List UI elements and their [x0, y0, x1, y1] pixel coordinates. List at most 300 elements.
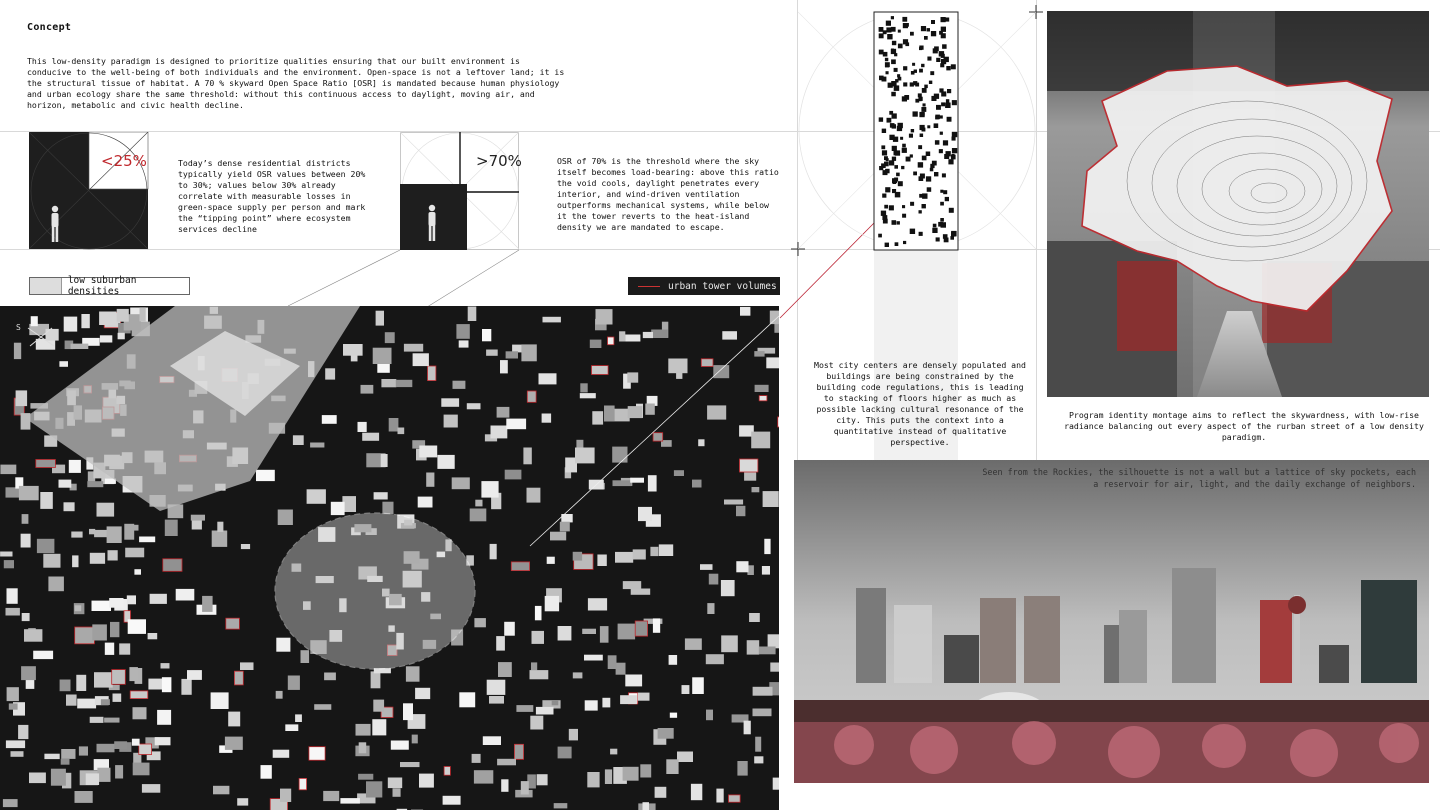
tower-void-cell — [891, 92, 896, 97]
city-block — [202, 596, 213, 612]
tower-void-cell — [883, 30, 887, 34]
city-block — [212, 531, 228, 547]
city-block — [543, 317, 561, 323]
city-block — [388, 778, 402, 789]
tower-void-cell — [886, 71, 889, 74]
city-block — [75, 605, 82, 611]
city-block — [324, 673, 336, 681]
city-block — [638, 507, 652, 521]
city-block — [11, 751, 24, 757]
tower-void-cell — [902, 205, 905, 208]
city-block — [706, 710, 713, 721]
city-block — [724, 500, 743, 505]
city-block — [389, 418, 399, 432]
city-block — [403, 703, 413, 720]
city-block — [552, 700, 559, 705]
tower-void-cell — [895, 150, 900, 155]
city-block — [558, 626, 572, 641]
tower-void-cell — [898, 181, 903, 186]
tower-void-cell — [940, 132, 943, 135]
tower-void-cell — [885, 63, 889, 67]
city-block — [237, 798, 248, 805]
city-block — [713, 365, 729, 378]
city-block — [19, 486, 39, 500]
city-block — [483, 736, 501, 745]
city-block — [112, 670, 126, 685]
tower-void-cell — [889, 205, 894, 210]
city-block — [721, 580, 735, 596]
tower-void-cell — [920, 174, 925, 179]
city-block — [101, 699, 110, 705]
city-block — [707, 405, 726, 419]
city-block — [0, 552, 12, 557]
city-block — [630, 478, 644, 483]
tower-void-cell — [919, 46, 923, 50]
city-block — [615, 552, 633, 563]
city-block — [372, 719, 386, 735]
city-block — [362, 433, 379, 441]
city-block — [736, 561, 748, 572]
city-block — [76, 675, 86, 691]
tower-void-cell — [936, 105, 941, 110]
city-block — [241, 544, 250, 549]
city-block — [530, 716, 543, 730]
tower-void-cell — [906, 157, 911, 162]
tower-void-cell — [892, 178, 897, 183]
city-block — [521, 781, 529, 794]
tower-void-cell — [945, 103, 951, 109]
tower-void-cell — [952, 132, 957, 137]
city-block — [643, 332, 653, 338]
city-block — [358, 774, 373, 780]
tower-void-cell — [935, 116, 939, 120]
tower-void-cell — [903, 23, 908, 28]
city-block — [129, 667, 138, 681]
city-block — [501, 779, 508, 792]
city-block — [307, 489, 326, 504]
city-block — [613, 480, 632, 486]
city-block — [325, 368, 335, 379]
city-block — [400, 762, 420, 767]
city-block — [605, 769, 612, 784]
tower-void-cell — [940, 190, 943, 193]
tower-void-cell — [930, 71, 934, 75]
city-block — [747, 640, 760, 654]
city-block — [536, 707, 554, 715]
city-block — [698, 439, 704, 446]
city-block — [500, 360, 508, 373]
isometric-city-map — [0, 306, 779, 810]
city-block — [620, 695, 637, 704]
city-block — [740, 307, 750, 316]
city-block — [309, 747, 325, 761]
city-block — [24, 629, 42, 642]
city-block — [115, 765, 123, 778]
city-block — [161, 663, 170, 668]
city-block — [619, 331, 625, 341]
tower-void-cell — [946, 99, 949, 102]
city-block — [582, 629, 596, 634]
city-block — [358, 422, 367, 432]
city-block — [64, 317, 77, 332]
city-block — [506, 419, 526, 430]
city-block — [587, 772, 599, 787]
tower-void-cell — [918, 145, 922, 149]
city-block — [691, 784, 702, 800]
tower-void-cell — [918, 93, 922, 97]
city-block — [33, 651, 53, 659]
tower-void-cell — [940, 202, 944, 206]
city-block — [759, 396, 767, 401]
city-block — [3, 799, 18, 807]
city-block — [669, 655, 678, 665]
city-block — [29, 773, 46, 784]
city-block — [81, 314, 89, 328]
tower-void-cell — [932, 161, 937, 166]
tower-void-cell — [895, 79, 898, 82]
city-block — [301, 650, 310, 663]
city-block — [356, 724, 371, 736]
city-block — [729, 795, 741, 802]
city-block — [527, 391, 536, 402]
city-block — [71, 344, 89, 349]
city-block — [575, 448, 595, 464]
city-block — [359, 742, 367, 753]
city-block — [322, 415, 337, 424]
city-block — [585, 700, 598, 710]
tower-void-cell — [943, 234, 948, 239]
city-block — [157, 710, 171, 725]
city-block — [139, 537, 155, 543]
tower-void-cell — [891, 27, 896, 32]
city-block — [373, 700, 384, 712]
city-block — [107, 526, 122, 543]
city-block — [59, 361, 68, 367]
tower-void-cell — [927, 28, 930, 31]
city-block — [470, 509, 487, 522]
city-block — [176, 589, 195, 601]
city-block — [721, 635, 738, 652]
tower-void-cell — [891, 49, 894, 52]
tower-void-cell — [927, 187, 932, 192]
city-block — [105, 643, 114, 655]
city-block — [18, 725, 28, 739]
city-block — [472, 754, 481, 763]
city-block — [191, 515, 205, 521]
tower-void-cell — [910, 229, 915, 234]
tower-void-cell — [889, 135, 894, 140]
tower-void-cell — [903, 39, 908, 44]
city-block — [381, 379, 396, 387]
city-block — [366, 781, 382, 797]
city-block — [133, 763, 150, 776]
city-block — [256, 470, 275, 481]
city-block — [87, 481, 103, 487]
tower-void-cell — [926, 152, 931, 157]
skyline-photo — [794, 460, 1429, 783]
tower-void-cell — [929, 81, 932, 84]
city-block — [768, 634, 779, 648]
city-block — [37, 539, 55, 553]
city-block — [489, 696, 504, 704]
tower-void-cell — [879, 117, 883, 121]
tower-void-cell — [887, 118, 892, 123]
city-block — [428, 366, 436, 381]
tower-void-cell — [920, 134, 924, 138]
city-block — [66, 695, 77, 706]
city-block — [97, 744, 115, 753]
city-block — [109, 598, 123, 608]
city-block — [419, 774, 434, 788]
tower-void-cell — [894, 165, 898, 169]
city-block — [226, 618, 240, 629]
city-block — [547, 557, 555, 564]
city-block — [288, 676, 300, 690]
tower-void-cell — [885, 58, 888, 61]
city-block — [592, 411, 603, 424]
city-block — [163, 559, 182, 572]
city-block — [560, 522, 570, 532]
tower-void-cell — [913, 111, 918, 116]
legend-low-label: low suburban densities — [67, 275, 137, 297]
city-block — [132, 739, 140, 746]
tower-void-cell — [892, 220, 897, 225]
city-block — [640, 764, 651, 777]
tower-void-cell — [888, 83, 893, 88]
tower-void-cell — [919, 210, 922, 213]
city-block — [72, 555, 78, 567]
city-block — [537, 774, 548, 785]
city-block — [701, 359, 713, 367]
tower-void-cell — [910, 202, 914, 206]
city-block — [280, 789, 291, 802]
city-block — [75, 791, 93, 803]
compass-label: S — [16, 323, 21, 332]
tower-void-cell — [941, 91, 946, 96]
city-block — [22, 514, 29, 524]
tower-void-cell — [902, 214, 906, 218]
city-block — [496, 636, 505, 651]
city-block — [554, 803, 568, 808]
tower-void-cell — [922, 193, 927, 198]
city-block — [46, 329, 59, 341]
focus-circle — [275, 513, 475, 669]
tower-void-cell — [952, 148, 957, 153]
city-block — [778, 417, 779, 427]
city-block — [459, 692, 475, 707]
city-block — [187, 670, 202, 680]
tower-void-cell — [948, 159, 953, 164]
tower-void-cell — [892, 157, 896, 161]
tower-void-cell — [885, 243, 889, 247]
city-block — [22, 613, 30, 621]
tower-void-cell — [909, 134, 913, 138]
city-block — [592, 366, 609, 375]
city-block — [444, 415, 458, 428]
city-block — [114, 741, 127, 749]
city-block — [737, 761, 747, 776]
city-block — [406, 666, 420, 681]
tower-void-cell — [884, 205, 888, 209]
city-block — [658, 728, 674, 739]
city-block — [99, 312, 116, 326]
city-block — [716, 789, 723, 803]
city-block — [766, 357, 779, 368]
tower-void-cell — [922, 156, 927, 161]
city-block — [588, 598, 607, 610]
city-block — [100, 335, 112, 342]
city-block — [7, 588, 18, 604]
city-block — [92, 624, 107, 640]
osr-low-label: <25% — [101, 152, 147, 170]
tower-void-cell — [889, 160, 894, 165]
tower-void-cell — [918, 162, 923, 167]
city-block — [763, 491, 779, 507]
city-block — [623, 581, 641, 589]
tower-void-cell — [927, 57, 931, 61]
city-block — [7, 687, 19, 701]
city-block — [475, 500, 482, 507]
tower-void-cell — [918, 98, 921, 101]
tower-void-cell — [900, 137, 903, 140]
city-block — [21, 534, 31, 548]
tower-void-cell — [923, 103, 926, 106]
city-block — [443, 796, 461, 805]
tower-void-cell — [892, 146, 897, 151]
city-block — [77, 699, 96, 709]
city-block — [213, 786, 229, 795]
tower-void-cell — [941, 33, 946, 38]
city-block — [511, 562, 529, 571]
city-block — [139, 744, 152, 755]
city-block — [722, 331, 737, 339]
tower-void-cell — [920, 125, 925, 130]
tower-void-cell — [950, 236, 954, 240]
city-block — [0, 465, 16, 475]
city-block — [498, 662, 512, 677]
city-block — [527, 488, 541, 503]
tower-void-cell — [902, 144, 906, 148]
city-block — [36, 460, 56, 468]
city-block — [770, 663, 779, 672]
city-block — [505, 470, 522, 480]
city-block — [40, 492, 53, 509]
city-block — [631, 589, 651, 595]
city-block — [276, 638, 290, 652]
tower-void-cell — [902, 17, 907, 22]
city-block — [43, 554, 60, 568]
tower-void-cell — [952, 100, 957, 105]
city-block — [142, 784, 160, 793]
dense-districts-text: Today’s dense residential districts typically yield OSR values between 20% to 30%; values below 30% already correlate with measurable losses in green-space supply per person and mark the “tipping point” where ecosystem services decline — [178, 158, 366, 234]
city-block — [682, 685, 690, 694]
city-block — [685, 638, 702, 650]
city-block — [709, 574, 719, 585]
city-block — [612, 447, 627, 463]
city-block — [119, 643, 130, 654]
city-block — [539, 373, 557, 384]
tower-void-cell — [882, 215, 887, 220]
city-block — [60, 680, 71, 692]
city-block — [90, 717, 104, 723]
tower-void-cell — [943, 140, 948, 145]
tower-void-cell — [927, 125, 930, 128]
tower-void-cell — [919, 232, 923, 236]
city-block — [753, 709, 772, 717]
city-block — [128, 619, 146, 634]
city-block — [48, 577, 64, 592]
tower-void-cell — [941, 59, 946, 64]
city-block — [762, 566, 770, 575]
osr-threshold-text: OSR of 70% is the threshold where the sky itself becomes load-bearing: above this ratio the void cools, daylight penetrates every interior, and wind-driven ventilation outperforms mechanical systems, while below it the tower reverts to the heat-island density we are mandated to escape. — [557, 156, 779, 232]
tower-void-cell — [935, 140, 940, 145]
city-block — [310, 443, 324, 448]
city-block — [628, 406, 643, 418]
city-block — [569, 729, 578, 741]
city-block — [618, 624, 636, 640]
tower-void-cell — [915, 83, 919, 87]
city-block — [59, 480, 72, 488]
city-block — [580, 393, 596, 398]
city-block — [504, 622, 515, 636]
city-block — [4, 560, 14, 568]
city-block — [638, 693, 650, 701]
city-block — [276, 691, 283, 699]
city-block — [419, 446, 437, 458]
city-block — [113, 694, 122, 702]
city-block — [666, 759, 678, 774]
city-block — [381, 454, 388, 467]
city-block — [396, 380, 413, 387]
tower-void-cell — [896, 173, 900, 177]
city-block — [596, 309, 613, 324]
city-block — [374, 492, 388, 499]
tower-void-cell — [951, 64, 956, 69]
tower-void-cell — [942, 173, 946, 177]
city-block — [385, 332, 395, 343]
city-block — [486, 350, 498, 356]
city-block — [234, 671, 243, 685]
tower-void-cell — [931, 20, 935, 24]
city-block — [659, 544, 673, 556]
tower-void-cell — [902, 148, 907, 153]
tower-void-cell — [936, 58, 940, 62]
tower-void-cell — [939, 51, 944, 56]
tower-void-cell — [943, 190, 947, 194]
city-block — [382, 502, 393, 514]
city-block — [668, 359, 687, 374]
city-block — [16, 390, 28, 406]
city-block — [125, 548, 144, 558]
city-block — [240, 662, 254, 670]
tower-void-cell — [903, 82, 907, 86]
city-block — [343, 344, 363, 356]
tower-void-cell — [945, 18, 949, 22]
tower-void-cell — [879, 166, 883, 170]
city-block — [623, 767, 639, 781]
city-block — [127, 595, 136, 604]
city-block — [482, 329, 491, 341]
city-block — [736, 506, 745, 516]
tower-void-cell — [940, 218, 944, 222]
concept-body: This low-density paradigm is designed to prioritize qualities ensuring that our built environment is conducive to the well-being of both individuals and the environment. Open-space is not a leftover land; it is the structural tissue of habitat. A 70 % skyward Open Space Ratio [OSR] is mandated because human physiology and urban ecology share the same threshold: without this continuous access to daylight, moving air, and horizon, metabolic and civic health decline. — [27, 56, 565, 110]
city-block — [597, 555, 606, 567]
city-block — [535, 606, 542, 620]
city-block — [64, 502, 75, 511]
city-block — [155, 737, 171, 745]
tower-void-cell — [930, 168, 934, 172]
tower-void-cell — [890, 123, 895, 128]
